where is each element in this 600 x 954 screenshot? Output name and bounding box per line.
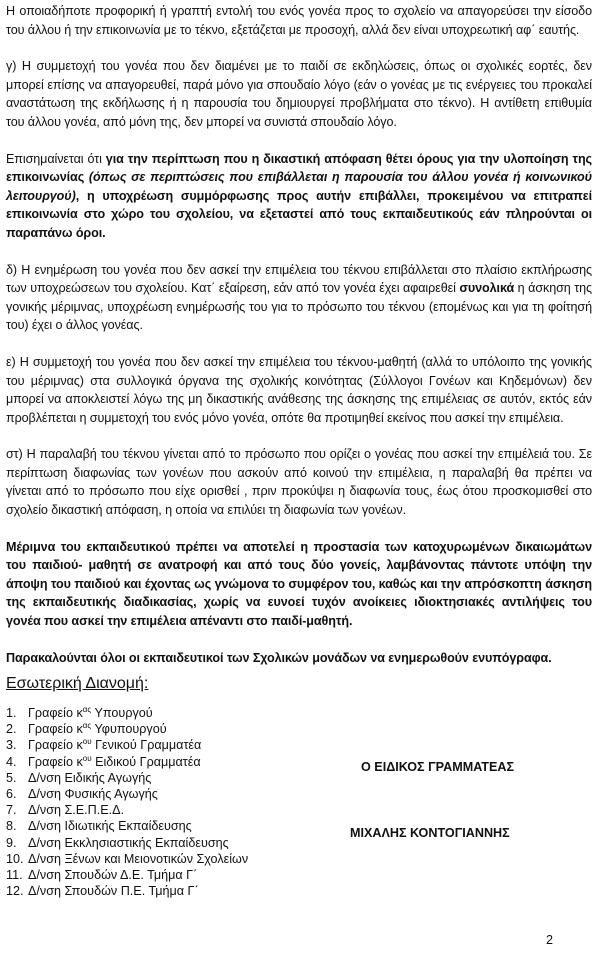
distribution-item: 12. Δ/νση Σπουδών Π.Ε. Τμήμα Γ΄: [6, 884, 199, 899]
distribution-item: 11. Δ/νση Σπουδών Δ.Ε. Τμήμα Γ΄: [6, 868, 198, 883]
distribution-item: 5. Δ/νση Ειδικής Αγωγής: [6, 770, 152, 785]
distribution-item: 3. Γραφείο $\kappa^{o\upsilon}$ Γενικού Γραμματέα: [6, 737, 202, 753]
paragraph-request-signatures: Παρακαλούνται όλοι οι εκπαιδευτικοί των Σχολικών μονάδων να ενημερωθούν ενυπόγραφα.: [6, 650, 552, 665]
distribution-item: 8. Δ/νση Ιδιωτικής Εκπαίδευσης: [6, 819, 192, 834]
distribution-item: 10. Δ/νση Ξένων και Μειονοτικών Σχολείων: [6, 851, 249, 866]
paragraph-teacher-care: Μέριμνα του εκπαιδευτικού πρέπει να αποτελεί η προστασία των κατοχυρωμένων δικαιωμάτων του παιδιού- μαθητή σε ανατροφή και από τους δύο γονείς, λαμβάνοντας πάντοτε υπόψη την άποψη του παιδιού και έχοντας ως γνώμονα το συμφέρον του, καθώς και την απρόσκοπτη άσκηση της εκπαιδευτικής διαδικασίας, χωρίς να ευνοεί τυχόν ανοίκειες ιδιοκτησιακές αντιλήψεις του γονέα που ασκεί την επιμέλεια απέναντι στο παιδί-μαθητή.: [6, 539, 592, 629]
signer-name: ΜΙΧΑΛΗΣ ΚΟΝΤΟΓΙΑΝΝΗΣ: [350, 826, 510, 840]
paragraph-gamma-events: γ) Η συμμετοχή του γονέα που δεν διαμένει με το παιδί σε εκδηλώσεις, όπως οι σχολικές εορτές, δεν μπορεί επίσης να απαγορευθεί, παρά μόνο για σπουδαίο λόγο (εάν ο γονέας με τις ενέργειες του προκαλεί αναστάτωση της εκδήλωσης ή η παρουσία του δημιουργεί προβλήματα στο τέκνο). Η αντίθετη επιθυμία του άλλου γονέα, από μόνη της, δεν μπορεί να συνιστά σπουδαίο λόγο.: [6, 59, 592, 129]
distribution-item: 9. Δ/νση Εκκλησιαστικής Εκπαίδευσης: [6, 835, 229, 850]
distribution-item: 6. Δ/νση Φυσικής Αγωγής: [6, 787, 158, 802]
paragraph-st-pickup: στ) Η παραλαβή του τέκνου γίνεται από το πρόσωπο που ορίζει ο γονέας που ασκεί την επιμέλειά του. Σε περίπτωση διαφωνίας των γονέων που ασκούν από κοινού την επιμέλεια, η παραλαβή θα πρέπει να γίνεται από το πρόσωπο που είχε ορισθεί , πριν προκύψει η διαφωνία τους, έως ότου προσκομισθεί στο σχολείο δικαστική απόφαση, η οποία να επιλύει τη διαφωνία των γονέων.: [6, 447, 592, 518]
note-bold-part-1: για την περίπτωση που η δικαστική απόφαση θέτει όρους για την υλοποίηση της επικοινωνίας: [6, 151, 592, 185]
distribution-item: 2. Γραφείο $\kappa^{\alpha\varsigma}$ Υφυπουργού: [6, 721, 167, 737]
paragraph-court-conditions-note: [6, 150, 592, 243]
distribution-item: 7. Δ/νση Σ.Ε.Π.Ε.Δ.: [6, 803, 125, 818]
distribution-list: [6, 705, 248, 899]
distribution-item: 1. Γραφείο $\kappa^{\alpha\varsigma}$ Υπουργού: [6, 705, 153, 720]
paragraph-epsilon-participation: ε) Η συμμετοχή του γονέα που δεν ασκεί την επιμέλεια του τέκνου-μαθητή (αλλά το υπόλοιπο της γονικής του μέριμνας) στα συλλογικά όργανα της σχολικής κοινότητας (Σύλλογοι Γονέων και Κηδεμόνων) δεν μπορεί να αποκλειστεί λόγω της μη δικαστικής ανάθεσης της άσκησης της επιμέλειας σε αυτόν, εκτός εάν προβλέπεται η συμμετοχή του ενός μόνο γονέα, οπότε θα προτιμηθεί εκείνος που ασκεί την επιμέλεια.: [6, 354, 592, 425]
paragraph-parent-instruction: Η οποιαδήποτε προφορική ή γραπτή εντολή του ενός γονέα προς το σχολείο να απαγορεύσει την είσοδο του άλλου ή την επικοινωνία με το τέκνο, εξετάζεται με προσοχή, αλλά δεν είναι υποχρεωτική αφ΄ εαυτής.: [6, 4, 592, 37]
distribution-item: 4. Γραφείο $\kappa^{o\upsilon}$ Ειδικού Γραμματέα: [6, 753, 201, 769]
note-bold-part-2: , η υποχρέωση συμμόρφωσης προς αυτήν επιβάλλει, προκειμένου να επιτραπεί επικοινωνία στο χώρο του σχολείου, να εξεταστεί από τους εκπαιδευτικούς εάν πληρούνται οι παραπάνω όροι.: [6, 188, 592, 240]
delta-part-1: δ) Η ενημέρωση του γονέα που δεν ασκεί την επιμέλεια του τέκνου επιβάλλεται στο πλαίσιο εκπλήρωσης των υποχρεώσεων του σχολείου. Κατ΄ εξαίρεση, εάν από τον γονέα έχει αφαιρεθεί: [6, 262, 592, 296]
paragraph-delta-information: [6, 261, 592, 335]
note-prefix: Επισημαίνεται ότι: [6, 151, 106, 166]
document-page: [6, 2, 592, 685]
signer-title: Ο ΕΙΔΙΚΟΣ ΓΡΑΜΜΑΤΕΑΣ: [361, 760, 515, 774]
delta-part-2: η άσκηση της γονικής μέριμνας, υποχρέωση ενημέρωσής του για το πρόσωπο του τέκνου (επομένως και για τη φοίτησή του) έχει ο άλλος γονέας.: [6, 281, 592, 333]
note-bold-italic-part: (όπως σε περιπτώσεις που επιβάλλεται η παρουσία του άλλου γονέα ή κοινωνικού λειτουργού): [6, 170, 592, 203]
distribution-heading: Εσωτερική Διανομή:: [6, 675, 149, 692]
delta-bold-word: συνολικά: [459, 281, 515, 296]
page-number: 2: [546, 933, 554, 947]
